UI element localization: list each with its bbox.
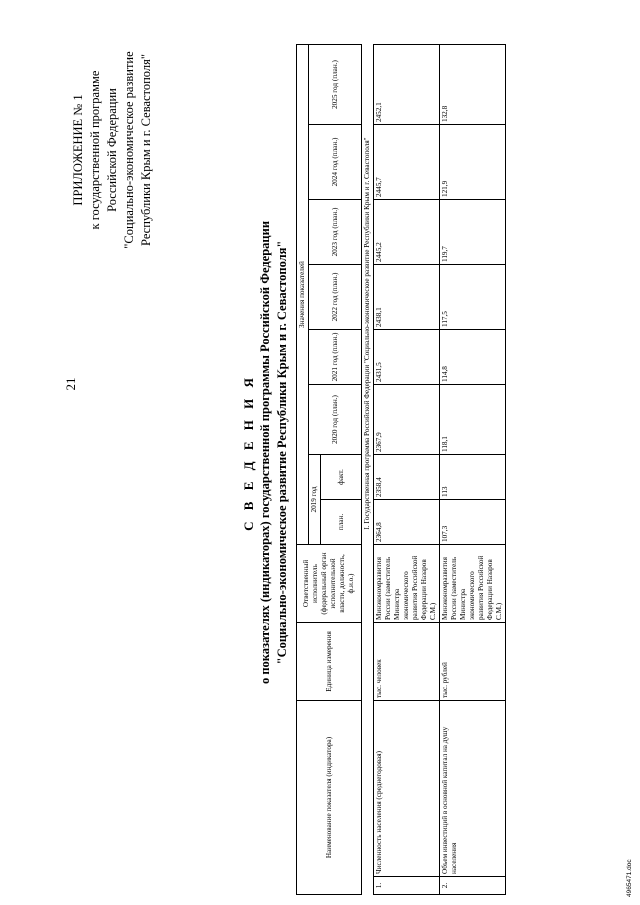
row-2025: 132,8: [440, 44, 506, 124]
row-2025: 2452,1: [374, 44, 440, 124]
header-2023: 2023 год (план.): [309, 200, 362, 265]
section-title: I. Государственная программа Российской Федерации "Социально-экономическое развитие Республики Крым и г. Севастополя": [363, 137, 371, 530]
section-row: [362, 44, 374, 894]
row-2019-plan: 2364,8: [374, 500, 440, 545]
header-2022: 2022 год (план.): [309, 265, 362, 330]
row-number: 1.: [374, 877, 440, 895]
footer-filename: 4965471.doc: [626, 859, 633, 897]
appendix-line-2: к государственной программе: [88, 70, 102, 230]
header-2021: 2021 год (план.): [309, 330, 362, 385]
row-indicator-name: Численность населения (среднегодовая): [374, 701, 440, 877]
header-2020: 2020 год (план.): [309, 385, 362, 455]
row-unit: тыс. рублей: [440, 623, 506, 701]
row-number: 2.: [440, 877, 506, 895]
header-responsible: Ответственный исполнитель (федеральный орган исполнительной власти, должность, ф.и.о.): [297, 545, 362, 623]
row-2021: 114,8: [440, 330, 506, 385]
appendix-line-3: Российской Федерации: [105, 88, 119, 212]
appendix-header: [70, 15, 155, 285]
appendix-line-4: "Социально-экономическое развитие: [122, 51, 136, 249]
row-2019-fact: 113: [440, 455, 506, 500]
header-year-2019: 2019 год: [309, 455, 321, 545]
row-2024: 2445,7: [374, 125, 440, 200]
table-row: [374, 44, 440, 894]
header-2019-plan: план.: [321, 500, 362, 545]
row-2021: 2431,5: [374, 330, 440, 385]
header-2025: 2025 год (план.): [309, 44, 362, 124]
table-row: [440, 44, 506, 894]
row-2024: 121,9: [440, 125, 506, 200]
row-2019-fact: 2358,4: [374, 455, 440, 500]
row-2022: 117,5: [440, 265, 506, 330]
row-2022: 2438,1: [374, 265, 440, 330]
row-responsible: Минэкономразвития России (заместитель Министра экономического развития Российской Федерации Назаров С.М.): [374, 545, 440, 623]
title-line-2: о показателях (индикаторах) государственной программы Российской Федерации: [258, 220, 272, 685]
header-2019-fact: факт.: [321, 455, 362, 500]
title-line-3: "Социально-экономическое развитие Республики Крым и г. Севастополя": [275, 240, 289, 665]
row-unit: тыс. человек: [374, 623, 440, 701]
row-2023: 119,7: [440, 200, 506, 265]
title-line-1: С В Е Д Е Н И Я: [241, 374, 256, 531]
row-indicator-name: Объем инвестиций в основной капитал на душу населения: [440, 701, 506, 877]
row-responsible: Минэкономразвития России (заместитель Министра экономического развития Российской Федерации Назаров С.М.): [440, 545, 506, 623]
appendix-line-1: ПРИЛОЖЕНИЕ № 1: [71, 94, 85, 206]
indicators-table: [296, 44, 506, 895]
header-indicator-name: Наименование показателя (индикатора): [297, 701, 362, 895]
appendix-line-5: Республики Крым и г. Севастополя": [139, 54, 153, 246]
page-number: 21: [63, 377, 78, 391]
header-values-group: Значения показателей: [297, 44, 309, 544]
row-2020: 2367,9: [374, 385, 440, 455]
header-unit: Единица измерения: [297, 623, 362, 701]
row-2020: 118,1: [440, 385, 506, 455]
document-title: [240, 0, 291, 905]
row-2023: 2445,2: [374, 200, 440, 265]
header-2024: 2024 год (план.): [309, 125, 362, 200]
row-2019-plan: 107,3: [440, 500, 506, 545]
